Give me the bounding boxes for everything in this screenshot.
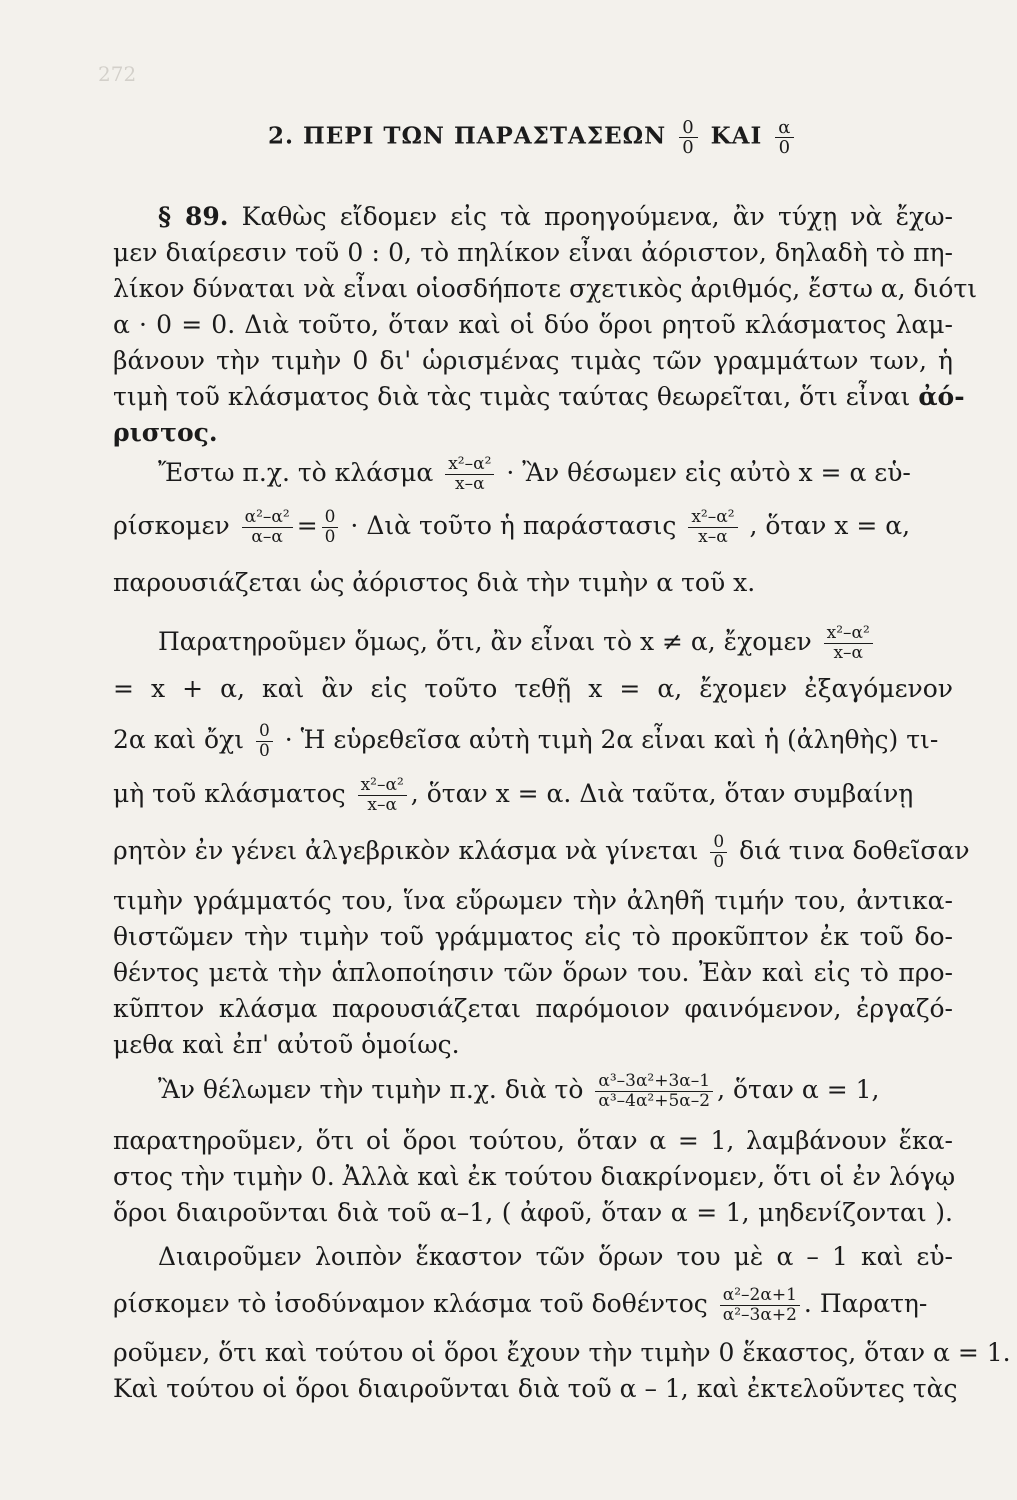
fraction-denominator: α–α (251, 527, 283, 547)
text-line (113, 1072, 953, 1111)
fraction-denominator: x–α (367, 795, 397, 815)
text-span: ρίσκομεν (113, 511, 230, 540)
section-number: § 89. (158, 202, 229, 231)
text-span: ρίσκομεν τὸ ἰσοδύναμον κλάσμα τοῦ δοθέντος (113, 1289, 708, 1318)
fraction (358, 776, 407, 815)
fraction (710, 833, 727, 872)
text-line (113, 832, 970, 872)
text-line: μεθα καὶ ἐπ' αὐτοῦ ὁμοίως. (113, 1030, 460, 1059)
fraction-numerator: 0 (256, 722, 273, 742)
fraction (256, 722, 273, 761)
text-line (113, 776, 953, 815)
text-line: Διαιροῦμεν λοιπὸν ἕκαστον τῶν ὅρων του μὲ α – 1 καὶ εὑ- (158, 1242, 953, 1271)
text-line: βάνουν τὴν τιμὴν 0 δι' ὡρισμένας τιμὰς τῶν γραμμάτων των, ἡ (113, 346, 953, 375)
fraction-zero-over-zero (679, 118, 697, 157)
text-span: Καθὼς εἴδομεν εἰς τὰ προηγούμενα, ἂν τύχῃ νὰ ἔχω- (241, 202, 953, 231)
text-line: λίκον δύναται νὰ εἶναι οἱοσδήποτε σχετικὸς ἀριθμός, ἔστω α, διότι (113, 274, 978, 303)
fraction-denominator: 0 (258, 741, 270, 761)
text-line: θιστῶμεν τὴν τιμὴν τοῦ γράμματος εἰς τὸ προκῦπτον ἐκ τοῦ δο- (113, 922, 953, 951)
text-line (113, 416, 953, 450)
fraction (242, 508, 293, 547)
text-line: μεν διαίρεσιν τοῦ 0 : 0, τὸ πηλίκον εἶναι ἀόριστον, δηλαδὴ τὸ πη- (113, 238, 953, 267)
fraction-denominator: 0 (682, 137, 695, 158)
fraction-numerator: α²–2α+1 (720, 1286, 800, 1306)
text-line: κῦπτον κλάσμα παρουσιάζεται παρόμοιον φαινόμενον, ἐργαζό- (113, 994, 953, 1023)
text-span: Ἔστω π.χ. τὸ κλάσμα (158, 458, 434, 487)
text-span: ρητὸν ἐν γένει ἀλγεβρικὸν κλάσμα νὰ γίνεται (113, 836, 699, 865)
text-line (113, 722, 953, 761)
heading-text: 2. ΠΕΡΙ ΤΩΝ ΠΑΡΑΣΤΑΣΕΩΝ (268, 122, 667, 150)
fraction-numerator: 0 (322, 508, 339, 528)
fraction-denominator: 0 (324, 527, 336, 547)
emphasized-text: ἀό- (918, 382, 965, 411)
text-span: , ὅταν α = 1, (717, 1075, 880, 1104)
fraction-alpha-over-zero (775, 118, 794, 157)
text-line: στος τὴν τιμὴν 0. Ἀλλὰ καὶ ἐκ τούτου διακρίνομεν, ὅτι οἱ ἐν λόγῳ (113, 1162, 956, 1191)
text-span: . Παρατη- (803, 1289, 928, 1318)
text-line: α · 0 = 0. Διὰ τοῦτο, ὅταν καὶ οἱ δύο ὅροι ρητοῦ κλάσματος λαμ- (113, 310, 953, 339)
fraction-denominator: α²–3α+2 (722, 1305, 797, 1325)
text-span: μὴ τοῦ κλάσματος (113, 779, 346, 808)
fraction-numerator: x²–α² (445, 455, 494, 475)
text-line (113, 1286, 953, 1325)
fraction (445, 455, 494, 494)
text-line: παρατηροῦμεν, ὅτι οἱ ὅροι τούτου, ὅταν α = 1, λαμβάνουν ἕκα- (113, 1126, 953, 1155)
text-span: · Ἂν θέσωμεν εἰς αὐτὸ x = α εὑ- (506, 458, 911, 487)
fraction-numerator: 0 (679, 118, 697, 138)
text-span: Ἂν θέλωμεν τὴν τιμὴν π.χ. διὰ τὸ (158, 1075, 584, 1104)
text-span: , ὅταν x = α, (749, 511, 911, 540)
fraction (595, 1072, 713, 1111)
fraction-numerator: α (775, 118, 794, 138)
text-span: 2α καὶ ὄχι (113, 725, 244, 754)
text-span: , ὅταν x = α. Διὰ ταῦτα, ὅταν συμβαίνῃ (410, 779, 914, 808)
text-line: Καὶ τούτου οἱ ὅροι διαιροῦνται διὰ τοῦ α – 1, καὶ ἐκτελοῦντες τὰς (113, 1374, 958, 1403)
text-line: τιμὴν γράμματός του, ἵνα εὕρωμεν τὴν ἀληθῆ τιμήν του, ἀντικα- (113, 886, 953, 915)
fraction-numerator: α²–α² (242, 508, 293, 528)
fraction-denominator: 0 (713, 852, 725, 872)
text-span: · Διὰ τοῦτο ἡ παράστασις (350, 511, 677, 540)
text-span: διά τινα δοθεῖσαν (739, 836, 970, 865)
fraction (720, 1286, 800, 1325)
text-span: · Ἡ εὑρεθεῖσα αὐτὴ τιμὴ 2α εἶναι καὶ ἡ (ἀληθὴς) τι- (284, 725, 939, 754)
page-number: 272 (98, 62, 137, 86)
emphasized-text: ριστος. (113, 418, 218, 447)
fraction-numerator: 0 (710, 833, 727, 853)
text-line: ροῦμεν, ὅτι καὶ τούτου οἱ ὅροι ἔχουν τὴν τιμὴν 0 ἕκαστος, ὅταν α = 1. (113, 1338, 1011, 1367)
heading-conjunction: ΚΑΙ (710, 122, 763, 150)
fraction-denominator: 0 (778, 137, 792, 158)
fraction (322, 508, 339, 547)
fraction-denominator: α³–4α²+5α–2 (598, 1091, 711, 1111)
fraction-numerator: x²–α² (358, 776, 407, 796)
fraction-numerator: x²–α² (688, 508, 737, 528)
text-line (113, 380, 965, 414)
text-line: = x + α, καὶ ἂν εἰς τοῦτο τεθῇ x = α, ἔχομεν ἐξαγόμενον (113, 674, 953, 703)
fraction (824, 624, 873, 663)
section-heading (268, 118, 798, 157)
text-line: ὅροι διαιροῦνται διὰ τοῦ α–1, ( ἀφοῦ, ὅταν α = 1, μηδενίζονται ). (113, 1198, 953, 1227)
text-span: τιμὴ τοῦ κλάσματος διὰ τὰς τιμὰς ταύτας θεωρεῖται, ὅτι εἶναι (113, 382, 911, 411)
fraction-denominator: x–α (698, 527, 728, 547)
text-line: θέντος μετὰ τὴν ἁπλοποίησιν τῶν ὅρων του. Ἐὰν καὶ εἰς τὸ προ- (113, 958, 953, 987)
text-line (113, 455, 953, 494)
text-line (113, 508, 953, 547)
fraction-numerator: x²–α² (824, 624, 873, 644)
fraction-denominator: x–α (455, 474, 485, 494)
text-line (113, 200, 953, 234)
fraction-numerator: α³–3α²+3α–1 (595, 1072, 713, 1092)
text-line: παρουσιάζεται ὡς ἀόριστος διὰ τὴν τιμὴν α τοῦ x. (113, 568, 756, 597)
text-line (113, 624, 953, 663)
fraction-denominator: x–α (833, 643, 864, 663)
text-span: Παρατηροῦμεν ὅμως, ὅτι, ἂν εἶναι τὸ x ≠ α, ἔχομεν (158, 627, 812, 656)
equals-sign: = (296, 511, 318, 540)
fraction (688, 508, 737, 547)
